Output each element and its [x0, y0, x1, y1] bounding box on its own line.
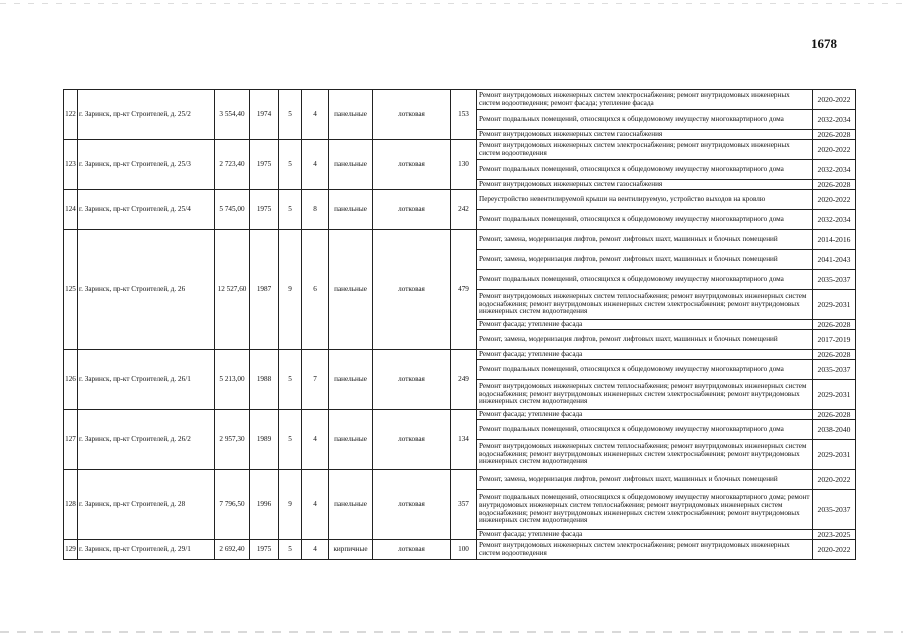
- cell-address: г. Заринск, пр-кт Строителей, д. 26: [78, 230, 215, 350]
- cell-period: 2020-2022: [813, 470, 856, 490]
- cell-period: 2020-2022: [813, 540, 856, 560]
- cell-num: 124: [64, 190, 78, 230]
- cell-period: 2014-2016: [813, 230, 856, 250]
- cell-num: 128: [64, 470, 78, 540]
- cell-entrances: 4: [302, 410, 329, 470]
- cell-residents: 479: [451, 230, 477, 350]
- cell-walls: панельные: [329, 470, 373, 540]
- cell-work-type: Ремонт, замена, модернизация лифтов, ремонт лифтовых шахт, машинных и блочных помещений: [477, 230, 813, 250]
- cell-walls: панельные: [329, 230, 373, 350]
- table-row: [64, 410, 856, 420]
- cell-walls: панельные: [329, 190, 373, 230]
- cell-period: 2026-2028: [813, 350, 856, 360]
- cell-walls: панельные: [329, 140, 373, 190]
- cell-period: 2026-2028: [813, 320, 856, 330]
- cell-floors: 9: [279, 470, 302, 540]
- cell-work-type: Ремонт фасада; утепление фасада: [477, 320, 813, 330]
- cell-period: 2035-2037: [813, 270, 856, 290]
- cell-work-type: Ремонт внутридомовых инженерных систем электроснабжения; ремонт внутридомовых инженерных систем водоотведения: [477, 140, 813, 160]
- cell-address: г. Заринск, пр-кт Строителей, д. 25/4: [78, 190, 215, 230]
- cell-num: 125: [64, 230, 78, 350]
- cell-area: 2 723,40: [215, 140, 250, 190]
- cell-walls: кирпичные: [329, 540, 373, 560]
- cell-work-type: Ремонт подвальных помещений, относящихся к общедомовому имуществу многоквартирного дома: [477, 270, 813, 290]
- cell-area: 12 527,60: [215, 230, 250, 350]
- cell-year: 1988: [250, 350, 279, 410]
- cell-work-type: Ремонт внутридомовых инженерных систем электроснабжения; ремонт внутридомовых инженерных систем водоотведения: [477, 540, 813, 560]
- cell-num: 122: [64, 90, 78, 140]
- cell-area: 2 957,30: [215, 410, 250, 470]
- cell-residents: 153: [451, 90, 477, 140]
- cell-residents: 100: [451, 540, 477, 560]
- cell-area: 3 554,40: [215, 90, 250, 140]
- cell-walls: панельные: [329, 350, 373, 410]
- cell-num: 129: [64, 540, 78, 560]
- cell-year: 1974: [250, 90, 279, 140]
- cell-work-type: Ремонт подвальных помещений, относящихся к общедомовому имуществу многоквартирного дома: [477, 160, 813, 180]
- cell-work-type: Ремонт фасада; утепление фасада: [477, 530, 813, 540]
- table-row: [64, 190, 856, 210]
- repair-schedule-table: [63, 89, 856, 560]
- cell-address: г. Заринск, пр-кт Строителей, д. 26/2: [78, 410, 215, 470]
- cell-entrances: 6: [302, 230, 329, 350]
- cell-address: г. Заринск, пр-кт Строителей, д. 28: [78, 470, 215, 540]
- cell-roof: лотковая: [373, 540, 451, 560]
- cell-num: 127: [64, 410, 78, 470]
- cell-residents: 242: [451, 190, 477, 230]
- cell-residents: 357: [451, 470, 477, 540]
- cell-area: 7 796,50: [215, 470, 250, 540]
- repair-schedule-table-wrap: [63, 89, 856, 560]
- cell-residents: 134: [451, 410, 477, 470]
- cell-work-type: Ремонт, замена, модернизация лифтов, ремонт лифтовых шахт, машинных и блочных помещений: [477, 470, 813, 490]
- cell-period: 2038-2040: [813, 420, 856, 440]
- cell-walls: панельные: [329, 410, 373, 470]
- cell-roof: лотковая: [373, 470, 451, 540]
- cell-address: г. Заринск, пр-кт Строителей, д. 25/2: [78, 90, 215, 140]
- table-row: [64, 140, 856, 160]
- cell-work-type: Ремонт подвальных помещений, относящихся к общедомовому имуществу многоквартирного дома; ремонт внутридомовых инженерных систем теплоснабжения; ремонт внутридомовых инженерных систем водоснабжения; ремонт внутридомовых инженерных систем электроснабжения; ремонт внутридомовых инженерных систем водоотведения: [477, 490, 813, 530]
- table-row: [64, 540, 856, 560]
- table-row: [64, 90, 856, 110]
- cell-work-type: Ремонт фасада; утепление фасада: [477, 350, 813, 360]
- cell-work-type: Переустройство невентилируемой крыши на вентилируемую, устройство выходов на кровлю: [477, 190, 813, 210]
- table-row: [64, 230, 856, 250]
- cell-work-type: Ремонт фасада; утепление фасада: [477, 410, 813, 420]
- cell-work-type: Ремонт внутридомовых инженерных систем теплоснабжения; ремонт внутридомовых инженерных систем водоснабжения; ремонт внутридомовых инженерных систем электроснабжения; ремонт внутридомовых инженерных систем водоотведения: [477, 380, 813, 410]
- cell-address: г. Заринск, пр-кт Строителей, д. 29/1: [78, 540, 215, 560]
- cell-work-type: Ремонт подвальных помещений, относящихся к общедомовому имуществу многоквартирного дома: [477, 210, 813, 230]
- cell-period: 2029-2031: [813, 380, 856, 410]
- cell-work-type: Ремонт, замена, модернизация лифтов, ремонт лифтовых шахт, машинных и блочных помещений: [477, 250, 813, 270]
- cell-residents: 130: [451, 140, 477, 190]
- cell-entrances: 8: [302, 190, 329, 230]
- scan-artifact-top: [0, 3, 903, 4]
- table-row: [64, 350, 856, 360]
- cell-period: 2032-2034: [813, 110, 856, 130]
- cell-address: г. Заринск, пр-кт Строителей, д. 25/3: [78, 140, 215, 190]
- cell-period: 2026-2028: [813, 130, 856, 140]
- cell-entrances: 4: [302, 90, 329, 140]
- cell-area: 5 213,00: [215, 350, 250, 410]
- cell-floors: 5: [279, 190, 302, 230]
- cell-work-type: Ремонт подвальных помещений, относящихся к общедомовому имуществу многоквартирного дома: [477, 360, 813, 380]
- cell-floors: 5: [279, 410, 302, 470]
- cell-area: 2 692,40: [215, 540, 250, 560]
- scan-artifact-bottom: [0, 631, 903, 633]
- cell-roof: лотковая: [373, 190, 451, 230]
- cell-roof: лотковая: [373, 230, 451, 350]
- cell-year: 1975: [250, 190, 279, 230]
- cell-roof: лотковая: [373, 90, 451, 140]
- table-row: [64, 470, 856, 490]
- cell-period: 2035-2037: [813, 490, 856, 530]
- cell-year: 1975: [250, 140, 279, 190]
- cell-period: 2026-2028: [813, 410, 856, 420]
- cell-work-type: Ремонт внутридомовых инженерных систем газоснабжения: [477, 130, 813, 140]
- cell-floors: 9: [279, 230, 302, 350]
- cell-period: 2035-2037: [813, 360, 856, 380]
- cell-roof: лотковая: [373, 410, 451, 470]
- cell-period: 2020-2022: [813, 90, 856, 110]
- cell-walls: панельные: [329, 90, 373, 140]
- cell-year: 1989: [250, 410, 279, 470]
- cell-work-type: Ремонт внутридомовых инженерных систем теплоснабжения; ремонт внутридомовых инженерных систем водоснабжения; ремонт внутридомовых инженерных систем электроснабжения; ремонт внутридомовых инженерных систем водоотведения: [477, 290, 813, 320]
- cell-work-type: Ремонт подвальных помещений, относящихся к общедомовому имуществу многоквартирного дома: [477, 420, 813, 440]
- cell-work-type: Ремонт, замена, модернизация лифтов, ремонт лифтовых шахт, машинных и блочных помещений: [477, 330, 813, 350]
- cell-year: 1987: [250, 230, 279, 350]
- cell-work-type: Ремонт внутридомовых инженерных систем теплоснабжения; ремонт внутридомовых инженерных систем водоснабжения; ремонт внутридомовых инженерных систем электроснабжения; ремонт внутридомовых инженерных систем водоотведения: [477, 440, 813, 470]
- cell-floors: 5: [279, 540, 302, 560]
- cell-work-type: Ремонт подвальных помещений, относящихся к общедомовому имуществу многоквартирного дома: [477, 110, 813, 130]
- cell-period: 2020-2022: [813, 140, 856, 160]
- cell-year: 1975: [250, 540, 279, 560]
- cell-work-type: Ремонт внутридомовых инженерных систем газоснабжения: [477, 180, 813, 190]
- cell-floors: 5: [279, 140, 302, 190]
- cell-year: 1996: [250, 470, 279, 540]
- cell-period: 2023-2025: [813, 530, 856, 540]
- cell-floors: 5: [279, 90, 302, 140]
- cell-roof: лотковая: [373, 350, 451, 410]
- cell-period: 2029-2031: [813, 290, 856, 320]
- cell-num: 126: [64, 350, 78, 410]
- cell-period: 2017-2019: [813, 330, 856, 350]
- cell-entrances: 4: [302, 140, 329, 190]
- cell-period: 2041-2043: [813, 250, 856, 270]
- cell-entrances: 4: [302, 470, 329, 540]
- cell-floors: 5: [279, 350, 302, 410]
- cell-entrances: 7: [302, 350, 329, 410]
- cell-period: 2020-2022: [813, 190, 856, 210]
- cell-period: 2029-2031: [813, 440, 856, 470]
- cell-residents: 249: [451, 350, 477, 410]
- cell-num: 123: [64, 140, 78, 190]
- cell-period: 2032-2034: [813, 210, 856, 230]
- cell-work-type: Ремонт внутридомовых инженерных систем электроснабжения; ремонт внутридомовых инженерных систем водоотведения; ремонт фасада; утепление фасада: [477, 90, 813, 110]
- cell-area: 5 745,00: [215, 190, 250, 230]
- cell-roof: лотковая: [373, 140, 451, 190]
- cell-address: г. Заринск, пр-кт Строителей, д. 26/1: [78, 350, 215, 410]
- page-number: 1678: [811, 36, 837, 51]
- cell-entrances: 4: [302, 540, 329, 560]
- cell-period: 2026-2028: [813, 180, 856, 190]
- cell-period: 2032-2034: [813, 160, 856, 180]
